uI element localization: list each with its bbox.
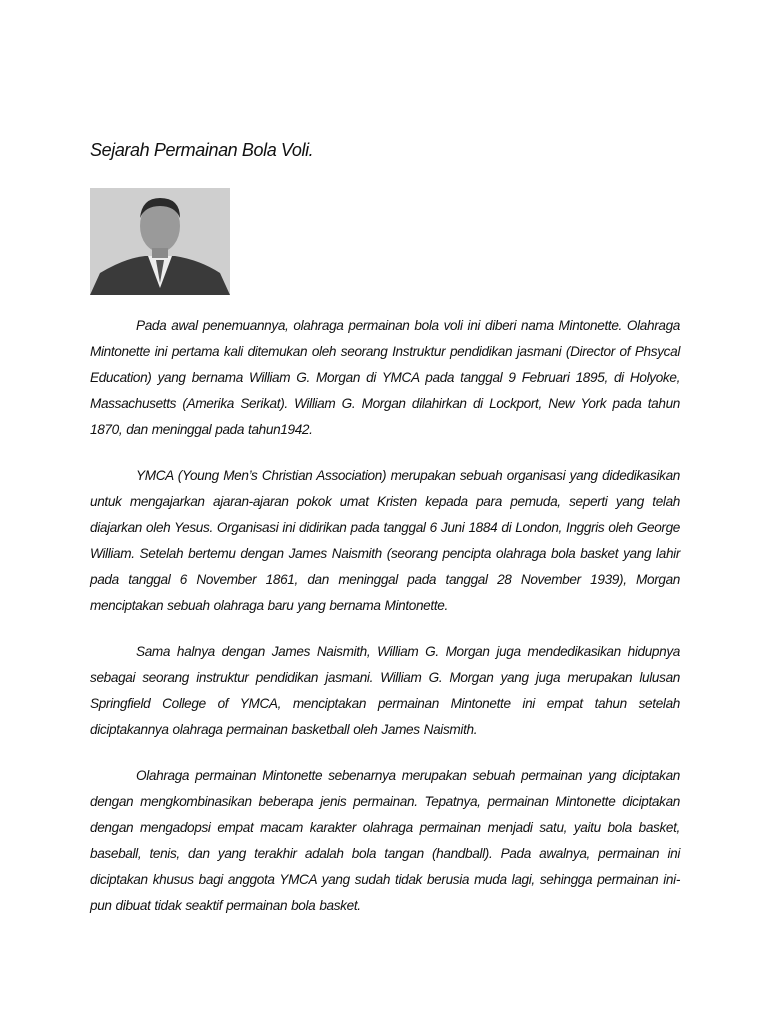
paragraph: Sama halnya dengan James Naismith, William G. Morgan juga mendedikasikan hidupnya sebagai seorang instruktur pendidikan jasmani. William G. Morgan yang juga merupakan lulusan Springfield College of YMCA, menciptakan permainan Mintonette ini empat tahun setelah diciptakannya olahraga permainan basketball oleh James Naismith. [90,644,680,737]
paragraph: YMCA (Young Men’s Christian Association) merupakan sebuah organisasi yang didedikasikan untuk mengajarkan ajaran-ajaran pokok umat Kristen kepada para pemuda, seperti yang telah diajarkan oleh Yesus. Organisasi ini didirikan pada tanggal 6 Juni 1884 di London, Inggris oleh George William. Setelah bertemu dengan James Naismith (seorang pencipta olahraga bola basket yang lahir pada tanggal 6 November 1861, dan meninggal pada tanggal 28 November 1939), Morgan menciptakan sebuah olahraga baru yang bernama Mintonette. [90,468,680,613]
document-title: Sejarah Permainan Bola Voli. [90,140,314,160]
paragraph: Pada awal penemuannya, olahraga permainan bola voli ini diberi nama Mintonette. Olahraga Mintonette ini pertama kali ditemukan oleh seorang Instruktur pendidikan jasmani (Director of Phsycal Education) yang bernama William G. Morgan di YMCA pada tanggal 9 Februari 1895, di Holyoke, Massachusetts (Amerika Serikat). William G. Morgan dilahirkan di Lockport, New York pada tahun 1870, dan meninggal pada tahun1942. [90,318,680,437]
paragraph: Olahraga permainan Mintonette sebenarnya merupakan sebuah permainan yang diciptakan dengan mengkombinasikan beberapa jenis permainan. Tepatnya, permainan Mintonette diciptakan dengan mengadopsi empat macam karakter olahraga permainan menjadi satu, yaitu bola basket, baseball, tenis, dan yang terakhir adalah bola tangan (handball). Pada awalnya, permainan ini diciptakan khusus bagi anggota YMCA yang sudah tidak berusia muda lagi, sehingga permainan ini-pun dibuat tidak seaktif permainan bola basket. [90,768,680,913]
document-body [90,313,680,939]
portrait-photo [90,188,230,295]
